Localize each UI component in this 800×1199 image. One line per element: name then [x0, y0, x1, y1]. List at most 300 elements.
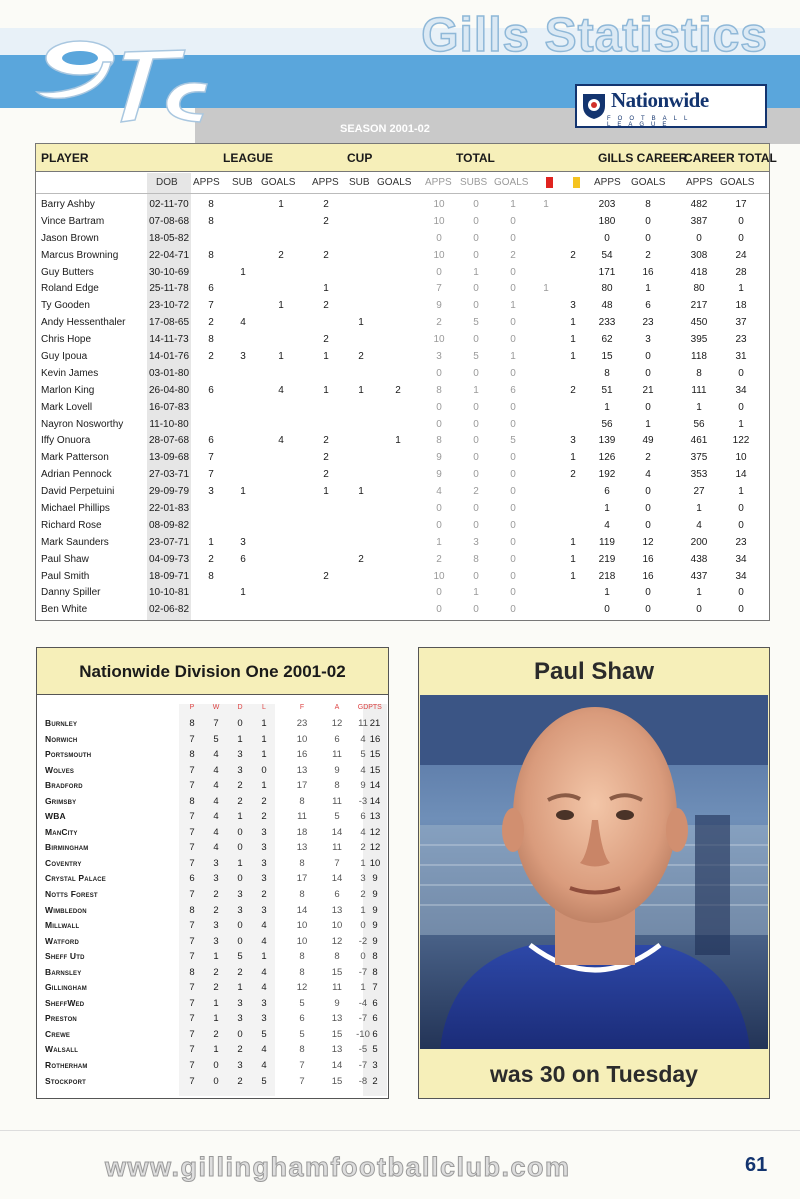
stat-kg: 28 [735, 266, 747, 278]
player-name: Jason Brown [41, 232, 99, 244]
stat-kg: 17 [735, 199, 747, 210]
stat-tg: 0 [510, 452, 516, 464]
league-col-p: P [189, 704, 195, 711]
stat-ka: 308 [690, 249, 708, 261]
stat-ts: 0 [473, 367, 479, 379]
stat-ka: 418 [690, 266, 708, 278]
player-name: Adrian Pennock [41, 469, 112, 481]
stat-ka: 4 [696, 519, 702, 531]
stat-r: 1 [543, 199, 549, 210]
stat-lg: 1 [278, 199, 284, 210]
team-l: 3 [261, 842, 267, 854]
stat-ta: 10 [433, 199, 445, 210]
team-gd: 2 [360, 842, 366, 854]
league-row [37, 857, 388, 873]
team-gd: -7 [358, 1013, 368, 1025]
stat-ka: 118 [691, 351, 707, 363]
team-gd: -8 [358, 1075, 368, 1087]
stat-ka: 387 [690, 215, 708, 227]
stat-la: 3 [208, 486, 214, 498]
team-l: 0 [261, 764, 267, 776]
stat-ca: 2 [323, 249, 329, 261]
stat-ts: 8 [473, 553, 479, 565]
stat-cg: 2 [395, 384, 401, 396]
team-d: 3 [237, 764, 243, 776]
league-col-pts: PTS [368, 704, 382, 711]
team-w: 2 [213, 982, 219, 994]
stat-ga: 54 [601, 249, 613, 261]
team-d: 3 [237, 997, 243, 1009]
stat-kg: 34 [735, 384, 747, 396]
league-col-d: D [237, 704, 243, 711]
stat-y: 2 [570, 384, 576, 396]
stat-kg: 23 [735, 334, 747, 346]
featured-player-caption: was 30 on Tuesday [490, 1061, 698, 1087]
stat-ca: 2 [323, 570, 329, 582]
league-row [37, 779, 388, 795]
team-gd: 0 [360, 920, 366, 932]
stat-gg: 1 [645, 418, 651, 430]
group-career-total: CAREER TOTAL [684, 151, 777, 165]
stat-lg: 4 [278, 435, 284, 447]
league-row [37, 966, 388, 982]
stat-gg: 3 [645, 334, 651, 346]
col-league-apps: APPS [193, 177, 220, 188]
league-row [37, 717, 388, 733]
team-gd: 4 [360, 764, 366, 776]
league-row [37, 810, 388, 826]
team-a: 5 [334, 811, 340, 823]
stat-y: 3 [570, 300, 576, 312]
player-dob: 10-10-81 [148, 587, 190, 599]
team-w: 0 [213, 1060, 219, 1072]
stat-ga: 0 [604, 232, 610, 244]
stat-ts: 0 [473, 503, 479, 515]
team-p: 7 [189, 951, 195, 963]
stat-kg: 122 [732, 435, 750, 447]
stat-ca: 1 [323, 351, 329, 363]
stat-tg: 0 [510, 553, 516, 565]
team-d: 1 [237, 733, 243, 745]
stat-kg: 1 [738, 283, 744, 295]
player-dob: 23-07-71 [148, 536, 190, 548]
team-l: 5 [261, 1075, 267, 1087]
player-row [36, 350, 769, 367]
team-f: 13 [296, 842, 308, 854]
league-column-header [37, 704, 388, 718]
player-name: Mark Lovell [41, 401, 93, 413]
team-d: 3 [237, 1060, 243, 1072]
team-pts: 15 [369, 764, 381, 776]
player-row [36, 570, 769, 587]
stat-ts: 1 [473, 266, 479, 278]
team-f: 17 [296, 780, 308, 792]
team-gd: 0 [360, 951, 366, 963]
team-l: 3 [261, 873, 267, 885]
stat-kg: 0 [738, 367, 744, 379]
col-league-goals: GOALS [261, 177, 296, 188]
player-dob: 22-01-83 [148, 503, 190, 515]
player-dob: 23-10-72 [148, 300, 190, 312]
stat-cg: 1 [395, 435, 401, 447]
team-l: 3 [261, 826, 267, 838]
stat-ga: 4 [604, 519, 610, 531]
red-card-icon [546, 177, 553, 188]
group-cup: CUP [347, 151, 373, 165]
team-f: 16 [296, 749, 308, 761]
team-l: 1 [261, 733, 267, 745]
featured-player-panel [418, 647, 770, 1099]
league-rows [37, 717, 388, 1090]
team-a: 12 [331, 935, 343, 947]
team-pts: 2 [372, 1075, 378, 1087]
team-gd: 4 [360, 733, 366, 745]
team-p: 7 [189, 1013, 195, 1025]
stat-kg: 0 [738, 503, 744, 515]
stat-ka: 1 [696, 587, 702, 599]
team-name: Wolves [45, 764, 75, 775]
stat-ts: 0 [473, 215, 479, 227]
team-a: 13 [331, 1013, 343, 1025]
player-dob: 17-08-65 [148, 317, 190, 329]
league-row [37, 826, 388, 842]
team-p: 7 [189, 935, 195, 947]
stat-y: 1 [570, 553, 576, 565]
col-total-goals: GOALS [494, 177, 529, 188]
stat-ka: 27 [693, 486, 705, 498]
stat-ta: 7 [436, 283, 442, 295]
league-col-gd: GD [357, 704, 369, 711]
col-league-sub: SUB [232, 177, 253, 188]
team-pts: 6 [372, 1013, 378, 1025]
stat-ga: 219 [598, 553, 616, 565]
player-name: Mark Patterson [41, 452, 109, 464]
player-row [36, 266, 769, 283]
stat-ca: 1 [323, 384, 329, 396]
stat-ga: 1 [604, 401, 610, 413]
stat-gg: 16 [642, 266, 654, 278]
team-f: 5 [299, 1028, 305, 1040]
stat-tg: 6 [510, 384, 516, 396]
player-dob: 30-10-69 [148, 266, 190, 278]
team-a: 6 [334, 733, 340, 745]
stat-y: 1 [570, 570, 576, 582]
col-career-goals: GOALS [720, 177, 755, 188]
stat-gg: 8 [645, 199, 651, 210]
stat-ta: 9 [436, 300, 442, 312]
team-gd: 3 [360, 873, 366, 885]
player-row [36, 536, 769, 553]
team-name: Walsall [45, 1044, 79, 1055]
team-p: 7 [189, 920, 195, 932]
stat-gg: 0 [645, 486, 651, 498]
team-d: 2 [237, 795, 243, 807]
player-photo [420, 695, 768, 1049]
stat-y: 1 [570, 351, 576, 363]
player-name: Kevin James [41, 367, 99, 379]
team-a: 8 [334, 780, 340, 792]
stat-tg: 0 [510, 604, 516, 616]
stat-la: 8 [208, 334, 214, 346]
team-a: 6 [334, 889, 340, 901]
col-cup-sub: SUB [349, 177, 370, 188]
stat-cs: 2 [358, 553, 364, 565]
stat-tg: 0 [510, 536, 516, 548]
team-f: 7 [299, 1075, 305, 1087]
team-f: 18 [296, 826, 308, 838]
team-p: 7 [189, 889, 195, 901]
stat-la: 8 [208, 199, 214, 210]
stat-ca: 2 [323, 452, 329, 464]
stat-ts: 0 [473, 249, 479, 261]
team-p: 7 [189, 1060, 195, 1072]
league-row [37, 1028, 388, 1044]
player-dob: 11-10-80 [149, 418, 189, 430]
player-row [36, 215, 769, 232]
league-row [37, 950, 388, 966]
stat-ta: 10 [433, 570, 445, 582]
stat-ta: 0 [436, 232, 442, 244]
stat-y: 1 [570, 452, 576, 464]
team-name: Sheff Utd [45, 951, 85, 962]
league-row [37, 1075, 388, 1091]
stat-ls: 3 [240, 536, 246, 548]
team-a: 11 [332, 842, 342, 854]
stat-tg: 0 [510, 587, 516, 599]
page-title: Gills Statistics [421, 9, 768, 62]
stat-ta: 0 [436, 418, 442, 430]
team-p: 7 [189, 857, 195, 869]
team-l: 2 [261, 889, 267, 901]
stat-tg: 0 [510, 469, 516, 481]
team-w: 0 [213, 1075, 219, 1087]
stat-la: 6 [208, 283, 214, 295]
player-dob: 25-11-78 [149, 283, 189, 295]
team-name: Barnsley [45, 966, 82, 977]
league-col-l: L [262, 704, 266, 711]
player-row [36, 519, 769, 536]
stat-ts: 0 [473, 300, 479, 312]
stat-ka: 395 [690, 334, 708, 346]
stat-y: 1 [570, 317, 576, 329]
player-name: Chris Hope [41, 334, 92, 346]
stat-la: 2 [208, 553, 214, 565]
group-player: PLAYER [41, 151, 89, 165]
player-row [36, 198, 769, 215]
player-name: Guy Butters [41, 266, 94, 278]
league-title: Nationwide Division One 2001-02 [37, 648, 388, 695]
team-l: 1 [261, 749, 267, 761]
stat-ga: 0 [604, 604, 610, 616]
player-dob: 07-08-68 [148, 215, 190, 227]
team-w: 4 [213, 842, 219, 854]
team-w: 1 [213, 1013, 219, 1025]
stat-gg: 2 [645, 452, 651, 464]
stat-ka: 1 [696, 503, 702, 515]
team-a: 9 [334, 997, 340, 1009]
team-l: 1 [261, 951, 267, 963]
col-gills-apps: APPS [594, 177, 621, 188]
team-gd: -10 [356, 1028, 370, 1040]
stat-ta: 10 [433, 215, 445, 227]
team-w: 2 [213, 966, 219, 978]
team-d: 5 [237, 951, 243, 963]
stat-ka: 438 [690, 553, 708, 565]
team-p: 7 [189, 1044, 195, 1056]
player-row [36, 502, 769, 519]
stat-ts: 5 [473, 317, 479, 329]
stat-kg: 0 [738, 232, 744, 244]
player-name: Iffy Onuora [41, 435, 91, 447]
player-name: Danny Spiller [41, 587, 101, 599]
stat-ts: 5 [473, 351, 479, 363]
team-p: 7 [189, 780, 195, 792]
league-row [37, 841, 388, 857]
team-f: 8 [299, 857, 305, 869]
col-cup-goals: GOALS [377, 177, 412, 188]
league-col-a: A [334, 704, 340, 711]
stat-gg: 0 [645, 587, 651, 599]
stat-ls: 4 [240, 317, 246, 329]
stat-tg: 0 [510, 232, 516, 244]
crest-icon [581, 90, 607, 120]
col-gills-goals: GOALS [631, 177, 666, 188]
team-name: Crystal Palace [45, 873, 106, 884]
team-gd: -2 [358, 935, 368, 947]
stat-ca: 2 [323, 300, 329, 312]
stat-lg: 1 [278, 300, 284, 312]
player-row [36, 299, 769, 316]
team-l: 2 [261, 795, 267, 807]
stat-ca: 2 [323, 469, 329, 481]
stat-ts: 0 [473, 452, 479, 464]
team-d: 0 [237, 873, 243, 885]
stat-ka: 1 [696, 401, 702, 413]
stat-tg: 0 [510, 215, 516, 227]
stat-kg: 1 [738, 418, 744, 430]
team-a: 8 [334, 951, 340, 963]
stat-gg: 0 [645, 519, 651, 531]
league-row [37, 748, 388, 764]
stat-ka: 111 [691, 384, 707, 396]
group-gills-career: GILLS CAREER [598, 151, 688, 165]
team-l: 3 [261, 904, 267, 916]
stat-ka: 200 [690, 536, 708, 548]
team-name: Rotherham [45, 1060, 88, 1071]
stat-gg: 0 [645, 604, 651, 616]
team-d: 0 [237, 1028, 243, 1040]
team-d: 3 [237, 889, 243, 901]
team-pts: 9 [372, 873, 378, 885]
team-p: 7 [189, 982, 195, 994]
team-p: 8 [189, 966, 195, 978]
stat-ta: 1 [436, 536, 442, 548]
stat-ga: 51 [601, 384, 613, 396]
stat-ta: 9 [436, 452, 442, 464]
stat-gg: 4 [645, 469, 651, 481]
team-l: 2 [261, 811, 267, 823]
stat-ga: 80 [601, 283, 613, 295]
team-gd: 11 [358, 718, 368, 729]
stat-ts: 0 [473, 232, 479, 244]
team-a: 7 [334, 857, 340, 869]
group-league: LEAGUE [223, 151, 274, 165]
stat-y: 3 [570, 435, 576, 447]
stat-ga: 180 [598, 215, 616, 227]
team-gd: 9 [360, 780, 366, 792]
team-gd: -4 [358, 997, 368, 1009]
team-name: Gillingham [45, 982, 87, 993]
team-pts: 8 [372, 951, 378, 963]
stat-y: 2 [570, 469, 576, 481]
team-d: 1 [237, 982, 243, 994]
team-w: 4 [213, 749, 219, 761]
team-d: 3 [237, 1013, 243, 1025]
player-dob: 02-06-82 [148, 604, 190, 616]
player-name: Marcus Browning [41, 249, 119, 261]
team-d: 2 [237, 966, 243, 978]
footer-website-link[interactable]: www.gillinghamfootballclub.com [105, 1152, 571, 1182]
team-f: 8 [299, 1044, 305, 1056]
stat-ka: 56 [693, 418, 705, 430]
stat-ts: 0 [473, 435, 479, 447]
stat-ta: 0 [436, 503, 442, 515]
league-row [37, 872, 388, 888]
player-row [36, 282, 769, 299]
stat-kg: 0 [738, 215, 744, 227]
group-total: TOTAL [456, 151, 495, 165]
stat-ta: 3 [436, 351, 442, 363]
stat-tg: 0 [510, 486, 516, 498]
player-row [36, 603, 769, 620]
col-dob: DOB [156, 177, 178, 188]
stat-kg: 0 [738, 401, 744, 413]
team-pts: 9 [372, 935, 378, 947]
stat-kg: 37 [735, 317, 747, 329]
sponsor-subtitle: FOOTBALL LEAGUE [607, 116, 695, 128]
stat-la: 1 [208, 536, 214, 548]
stat-ga: 1 [604, 503, 610, 515]
team-gd: -3 [358, 795, 368, 807]
team-p: 8 [189, 795, 195, 807]
stat-ts: 1 [473, 384, 479, 396]
team-name: Preston [45, 1013, 77, 1024]
team-d: 0 [237, 718, 243, 729]
team-name: Bradford [45, 780, 83, 791]
stat-tg: 0 [510, 317, 516, 329]
team-name: Norwich [45, 733, 78, 744]
stat-la: 7 [208, 452, 214, 464]
league-row [37, 733, 388, 749]
stat-la: 8 [208, 249, 214, 261]
stat-tg: 0 [510, 570, 516, 582]
stat-la: 2 [208, 351, 214, 363]
stat-ta: 8 [436, 384, 442, 396]
stat-kg: 18 [735, 300, 747, 312]
player-name: Michael Phillips [41, 503, 110, 515]
team-f: 8 [299, 795, 305, 807]
team-w: 4 [213, 811, 219, 823]
team-w: 7 [213, 718, 219, 729]
team-a: 15 [331, 1075, 343, 1087]
league-row [37, 888, 388, 904]
stat-gg: 6 [645, 300, 651, 312]
team-pts: 12 [369, 842, 381, 854]
player-dob: 02-11-70 [149, 199, 189, 210]
stat-ts: 0 [473, 283, 479, 295]
team-p: 7 [189, 811, 195, 823]
stat-ta: 0 [436, 519, 442, 531]
